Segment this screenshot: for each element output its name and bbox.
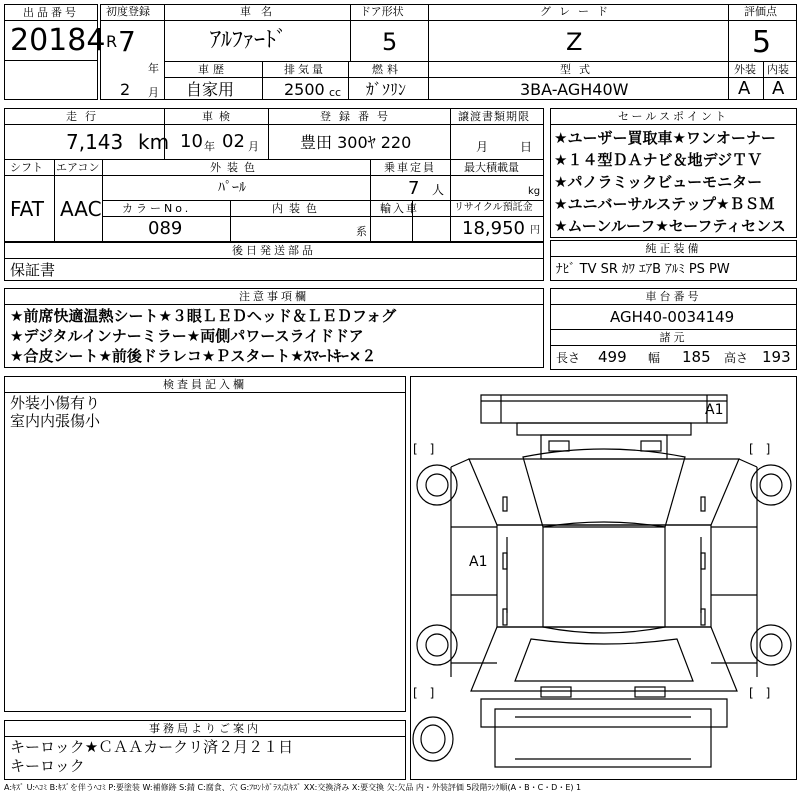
dims-label: 諸元	[551, 330, 796, 346]
history-value: 自家用	[186, 80, 235, 99]
chassis-value: AGH40-0034149	[610, 308, 735, 326]
capacity-value: 7	[408, 178, 420, 199]
recycle-label: リサイクル預託金	[454, 202, 533, 213]
damage-mark-left: A1	[469, 554, 488, 570]
exterior-label: 外装	[734, 63, 756, 76]
car-damage-diagram	[411, 377, 796, 779]
load-label: 最大積載量	[464, 161, 519, 174]
lot-number: 20184	[10, 23, 106, 58]
color-no-value: 089	[148, 218, 183, 239]
height-value: 193	[762, 348, 791, 366]
bracket-3: [ ]	[413, 686, 435, 700]
displacement-value: 2500	[284, 80, 325, 99]
color-value: ﾊﾟｰﾙ	[218, 180, 246, 196]
model-value: 3BA-AGH40W	[520, 80, 629, 99]
ac-label: エアコン	[56, 161, 100, 174]
transfer-label: 譲渡書類期限	[458, 110, 530, 123]
fuel-label: 燃料	[372, 63, 402, 76]
sales-point-5: ★ムーンルーフ★セーフティセンス	[554, 217, 786, 235]
damage-mark-front: A1	[705, 402, 724, 418]
import-label: 輸入車	[380, 202, 419, 215]
sales-point-1: ★ユーザー買取車★ワンオーナー	[554, 129, 776, 147]
lot-label: 出品番号	[5, 5, 97, 21]
recycle-unit: 円	[530, 225, 540, 236]
capacity-label: 乗車定員	[384, 161, 436, 174]
mileage-unit: km	[138, 130, 170, 154]
bracket-1: [ ]	[413, 442, 435, 456]
transfer-day: 日	[520, 140, 533, 154]
inspection-year-unit: 年	[204, 140, 215, 153]
mileage-label: 走行	[66, 110, 104, 123]
office-line-1: キーロック★ＣＡＡカークリ済２月２１日	[10, 738, 294, 756]
grade-label: グレード	[540, 5, 616, 18]
sales-point-4: ★ユニバーサルステップ★ＢＳＭ	[554, 195, 775, 213]
int-color-unit: 系	[356, 225, 367, 238]
width-value: 185	[682, 348, 711, 366]
int-color-label: 内装色	[272, 202, 323, 215]
first-reg-label: 初度登録	[106, 5, 150, 18]
inspector-line-1: 外装小傷有り	[10, 394, 101, 412]
deferred-value: 保証書	[10, 261, 56, 279]
year-unit: 年	[148, 62, 159, 75]
note-line-1: ★前席快適温熱シート★３眼ＬＥＤヘッド＆ＬＥＤフォグ	[10, 307, 397, 325]
inspection-month-unit: 月	[248, 140, 259, 153]
bracket-2: [ ]	[749, 442, 771, 456]
interior-value: A	[772, 78, 785, 99]
grade-value: Z	[566, 28, 583, 56]
legend: A:ｷｽﾞ U:ﾍｺﾐ B:ｷｽﾞを伴うﾍｺﾐ P:要塗装 W:補修跡 S:錆 C:腐食、穴 G:ﾌﾛﾝﾄｶﾞﾗｽ点ｷｽﾞ XX:交換済み X:要交換 欠:欠品 内・外装評価 5段階ﾗﾝｸ順(A・B・C・D・E) 1	[4, 783, 582, 792]
exterior-value: A	[738, 78, 751, 99]
inspection-month: 02	[222, 131, 245, 152]
recycle-value: 18,950	[462, 218, 525, 239]
month-unit: 月	[148, 86, 159, 99]
reg-month: 2	[120, 80, 131, 99]
note-line-3: ★合皮シート★前後ドラレコ★Ｐスタート★ｽﾏｰﾄｷｰ×２	[10, 347, 377, 365]
sales-points-label: セールスポイント	[551, 109, 796, 125]
width-label: 幅	[648, 351, 661, 365]
height-label: 高さ	[724, 351, 749, 365]
shift-value: FAT	[10, 197, 45, 221]
office-line-2: キーロック	[10, 757, 85, 775]
equipment-label: 純正装備	[551, 241, 796, 257]
displacement-label: 排気量	[284, 63, 326, 76]
door-label: ドア形状	[360, 5, 404, 18]
reg-number: 豊田 300ﾔ 220	[300, 133, 412, 152]
length-value: 499	[598, 348, 627, 366]
displacement-unit: cc	[329, 86, 342, 99]
inspector-label: 検査員記入欄	[5, 377, 405, 393]
car-name: ｱﾙﾌｧｰﾄﾞ	[210, 28, 288, 53]
history-label: 車歴	[198, 63, 228, 76]
score-label: 評価点	[744, 5, 777, 18]
capacity-unit: 人	[432, 183, 445, 197]
shift-label: シフト	[10, 161, 43, 174]
ac-value: AAC	[60, 197, 102, 221]
model-label: 型式	[560, 63, 598, 76]
inspection-year: 10	[180, 131, 203, 152]
reg-number-label: 登録番号	[320, 110, 396, 123]
score-value: 5	[752, 25, 772, 60]
sales-point-3: ★パノラミックビューモニター	[554, 173, 763, 191]
mileage-value: 7,143	[66, 130, 124, 154]
color-no-label: カラーNo.	[122, 202, 192, 215]
equipment-value: ﾅﾋﾞ TV SR ｶﾜ ｴｱB ｱﾙﾐ PS PW	[556, 262, 730, 277]
load-unit: kg	[528, 186, 541, 197]
sales-point-2: ★１４型ＤＡナビ＆地デジＴＶ	[554, 151, 763, 169]
deferred-label: 後日発送部品	[5, 243, 543, 259]
chassis-label: 車台番号	[551, 289, 796, 305]
era: R	[106, 32, 118, 51]
inspector-line-2: 室内内張傷小	[10, 412, 101, 430]
color-label: 外装色	[210, 161, 261, 174]
note-line-2: ★デジタルインナーミラー★両側パワースライドドア	[10, 327, 364, 345]
door-value: 5	[382, 28, 398, 56]
office-label: 事務局よりご案内	[5, 721, 405, 737]
transfer-month: 月	[476, 140, 489, 154]
reg-year: 7	[118, 25, 136, 58]
car-name-label: 車名	[240, 5, 282, 18]
notes-label: 注意事項欄	[5, 289, 543, 305]
inspection-label: 車検	[202, 110, 236, 123]
bracket-4: [ ]	[749, 686, 771, 700]
car-diagram-box	[410, 376, 797, 780]
interior-label: 内装	[767, 63, 789, 76]
fuel-value: ｶﾞｿﾘﾝ	[366, 80, 407, 99]
length-label: 長さ	[556, 351, 581, 365]
